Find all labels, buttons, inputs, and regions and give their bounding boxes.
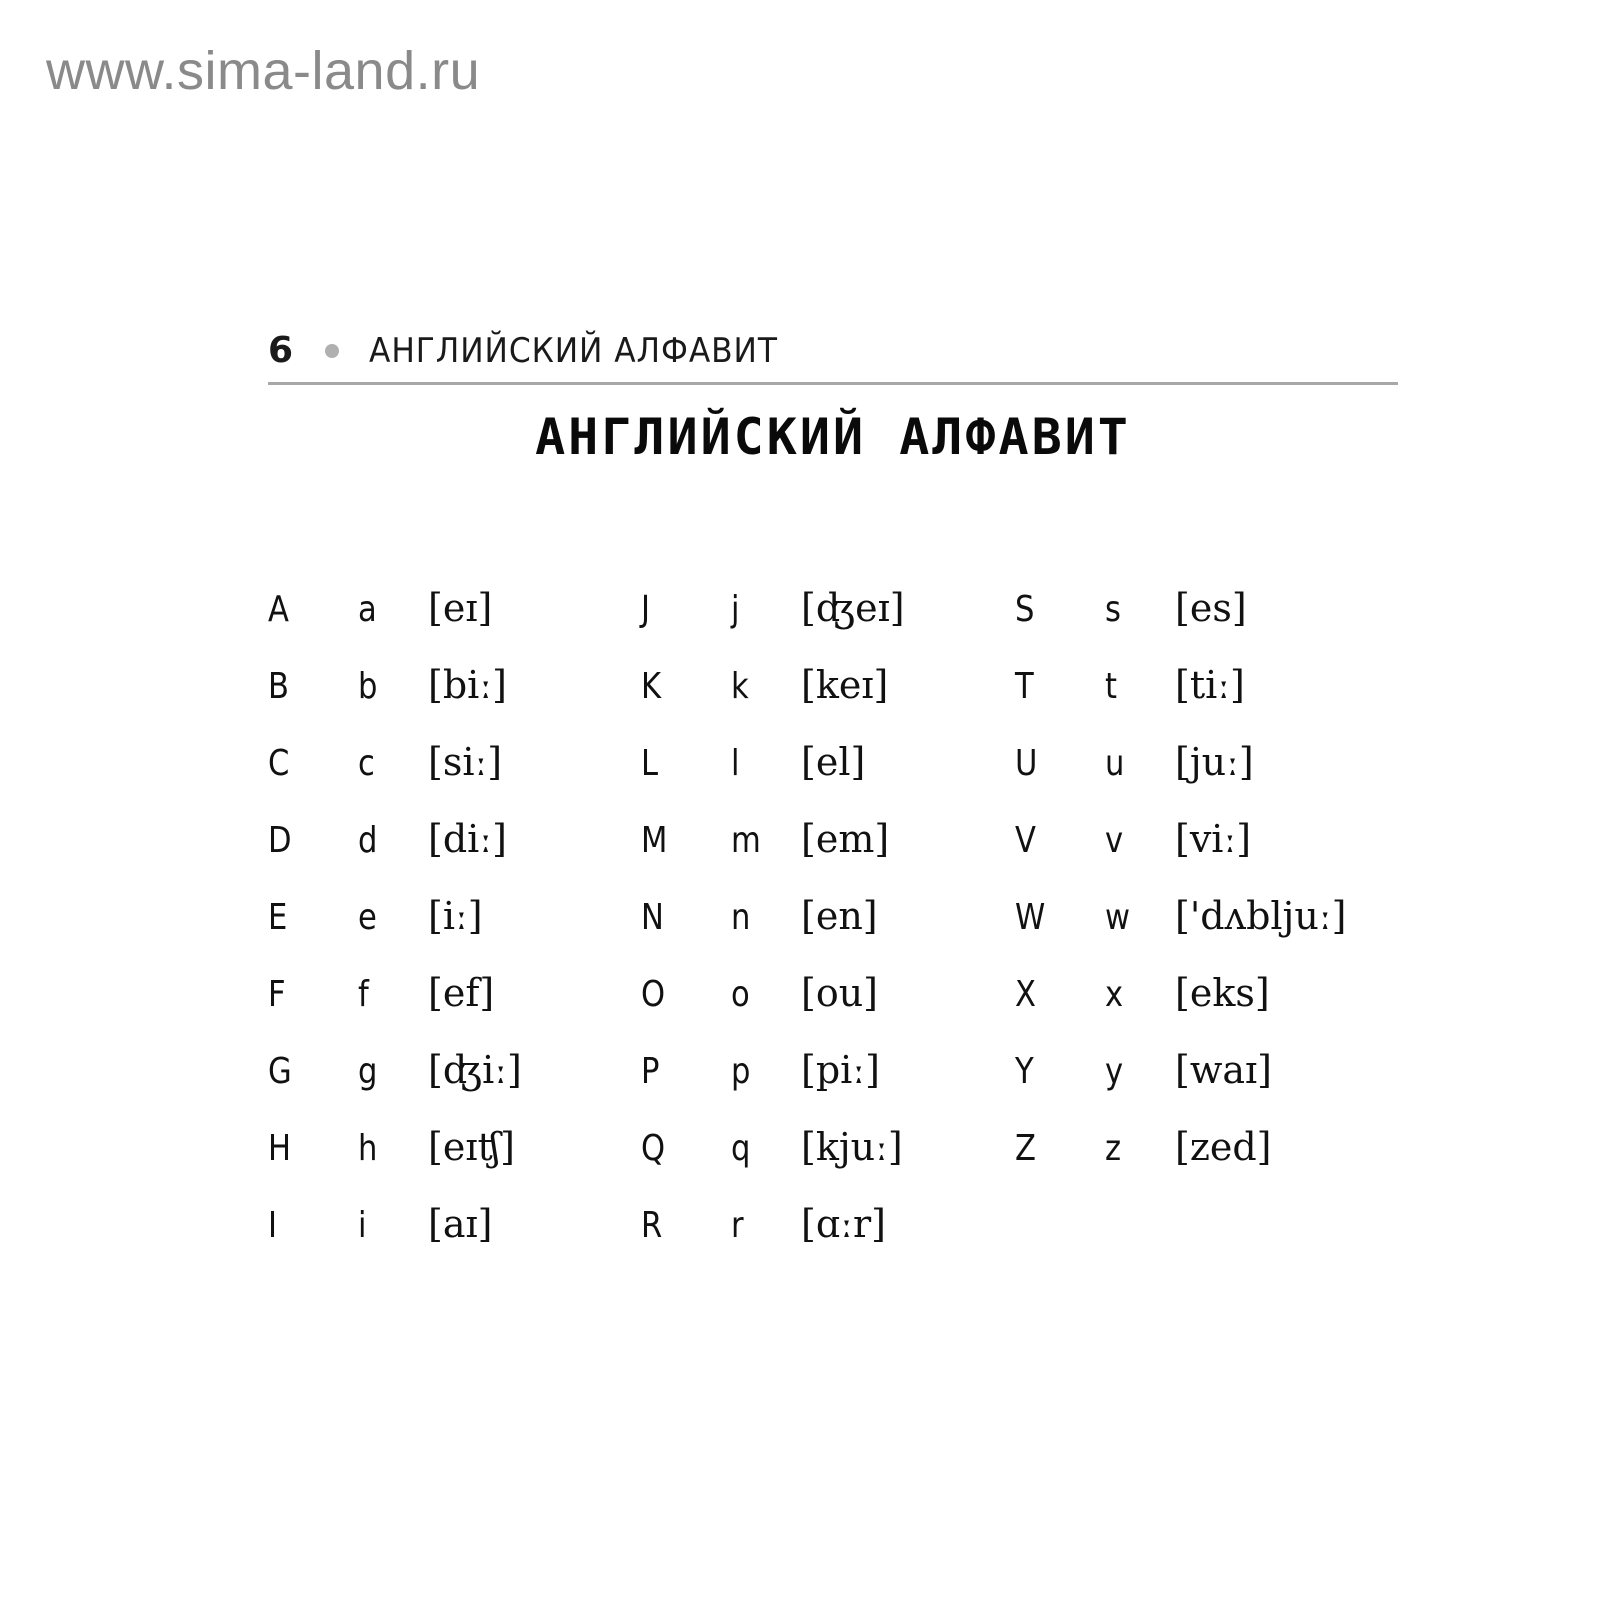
transcription: [piː] [801, 1048, 880, 1092]
lowercase-letter: d [358, 820, 378, 861]
transcription: [eɪʧ] [428, 1125, 516, 1169]
transcription: [ɑːr] [801, 1202, 886, 1246]
transcription: [tiː] [1175, 663, 1245, 707]
transcription: ['dʌbljuː] [1175, 894, 1347, 938]
letter-row [641, 586, 1021, 667]
letter-row [1015, 1048, 1395, 1129]
transcription: [ʤeɪ] [801, 586, 905, 630]
alphabet-column-1 [268, 586, 651, 1283]
lowercase-letter: k [731, 666, 749, 707]
letter-row [1015, 894, 1395, 975]
transcription: [eks] [1175, 971, 1270, 1015]
lowercase-letter: m [731, 820, 761, 861]
uppercase-letter: J [641, 589, 651, 630]
letter-row [641, 1202, 1021, 1283]
transcription: [juː] [1175, 740, 1254, 784]
lowercase-letter: p [731, 1051, 751, 1092]
bullet-dot-icon [325, 344, 339, 358]
lowercase-letter: z [1105, 1128, 1122, 1169]
letter-row [641, 817, 1021, 898]
uppercase-letter: T [1015, 666, 1034, 707]
lowercase-letter: l [731, 743, 740, 784]
running-title: АНГЛИЙСКИЙ АЛФАВИТ [369, 330, 778, 371]
uppercase-letter: B [268, 666, 289, 707]
letter-row [641, 971, 1021, 1052]
uppercase-letter: E [268, 897, 288, 938]
uppercase-letter: P [641, 1051, 660, 1092]
letter-row [268, 740, 648, 821]
uppercase-letter: L [641, 743, 659, 784]
transcription: [es] [1175, 586, 1247, 630]
transcription: [keɪ] [801, 663, 889, 707]
lowercase-letter: x [1105, 974, 1124, 1015]
page-title: АНГЛИЙСКИЙ АЛФАВИТ [535, 408, 1131, 466]
letter-row [268, 1202, 648, 1283]
letter-row [268, 663, 648, 744]
transcription: [viː] [1175, 817, 1252, 861]
uppercase-letter: N [641, 897, 664, 938]
lowercase-letter: u [1105, 743, 1125, 784]
uppercase-letter: M [641, 820, 668, 861]
uppercase-letter: K [641, 666, 662, 707]
transcription: [iː] [428, 894, 483, 938]
letter-row [268, 586, 651, 667]
letter-row [641, 740, 1021, 821]
letter-row [268, 1125, 648, 1206]
lowercase-letter: g [358, 1051, 378, 1092]
letter-row [268, 1048, 648, 1129]
uppercase-letter: S [1015, 589, 1035, 630]
transcription: [ef] [428, 971, 495, 1015]
lowercase-letter: i [358, 1205, 367, 1246]
uppercase-letter: Q [641, 1128, 666, 1169]
lowercase-letter: f [358, 974, 369, 1015]
letter-row [268, 894, 648, 975]
uppercase-letter: Y [1015, 1051, 1034, 1092]
lowercase-letter: w [1105, 897, 1131, 938]
transcription: [eɪ] [428, 586, 493, 630]
uppercase-letter: I [268, 1205, 278, 1246]
letter-row [641, 663, 1021, 744]
transcription: [waɪ] [1175, 1048, 1272, 1092]
lowercase-letter: a [358, 589, 377, 630]
lowercase-letter: q [731, 1128, 751, 1169]
transcription: [ʤiː] [428, 1048, 522, 1092]
uppercase-letter: W [1015, 897, 1046, 938]
lowercase-letter: e [358, 897, 377, 938]
running-header [268, 330, 814, 371]
transcription: [aɪ] [428, 1202, 493, 1246]
letter-row [268, 971, 648, 1052]
alphabet-table [268, 586, 1398, 1290]
lowercase-letter: b [358, 666, 378, 707]
uppercase-letter: F [268, 974, 286, 1015]
letter-row [1015, 586, 1395, 667]
watermark-url: www.sima-land.ru [46, 41, 481, 101]
page-number: 6 [268, 330, 294, 371]
letter-row [1015, 740, 1395, 821]
letter-row [1015, 817, 1395, 898]
alphabet-column-2 [641, 586, 1021, 1283]
lowercase-letter: j [731, 589, 740, 630]
lowercase-letter: r [731, 1205, 744, 1246]
transcription: [biː] [428, 663, 507, 707]
transcription: [siː] [428, 740, 503, 784]
transcription: [diː] [428, 817, 507, 861]
transcription: [zed] [1175, 1125, 1272, 1169]
letter-row [268, 817, 648, 898]
uppercase-letter: A [268, 589, 289, 630]
transcription: [kjuː] [801, 1125, 903, 1169]
header-divider [268, 382, 1398, 385]
lowercase-letter: s [1105, 589, 1121, 630]
uppercase-letter: X [1015, 974, 1036, 1015]
uppercase-letter: D [268, 820, 292, 861]
uppercase-letter: Z [1015, 1128, 1036, 1169]
uppercase-letter: R [641, 1205, 663, 1246]
lowercase-letter: o [731, 974, 750, 1015]
lowercase-letter: v [1105, 820, 1124, 861]
lowercase-letter: h [358, 1128, 378, 1169]
transcription: [em] [801, 817, 890, 861]
lowercase-letter: y [1105, 1051, 1124, 1092]
uppercase-letter: O [641, 974, 666, 1015]
lowercase-letter: t [1105, 666, 1118, 707]
transcription: [el] [801, 740, 866, 784]
uppercase-letter: H [268, 1128, 292, 1169]
uppercase-letter: U [1015, 743, 1038, 784]
uppercase-letter: C [268, 743, 290, 784]
alphabet-column-3 [1015, 586, 1395, 1206]
uppercase-letter: V [1015, 820, 1036, 861]
letter-row [641, 1125, 1021, 1206]
lowercase-letter: c [358, 743, 375, 784]
transcription: [ou] [801, 971, 879, 1015]
letter-row [1015, 1125, 1395, 1206]
transcription: [en] [801, 894, 878, 938]
letter-row [641, 894, 1021, 975]
letter-row [1015, 971, 1395, 1052]
letter-row [1015, 663, 1395, 744]
letter-row [641, 1048, 1021, 1129]
lowercase-letter: n [731, 897, 751, 938]
uppercase-letter: G [268, 1051, 292, 1092]
